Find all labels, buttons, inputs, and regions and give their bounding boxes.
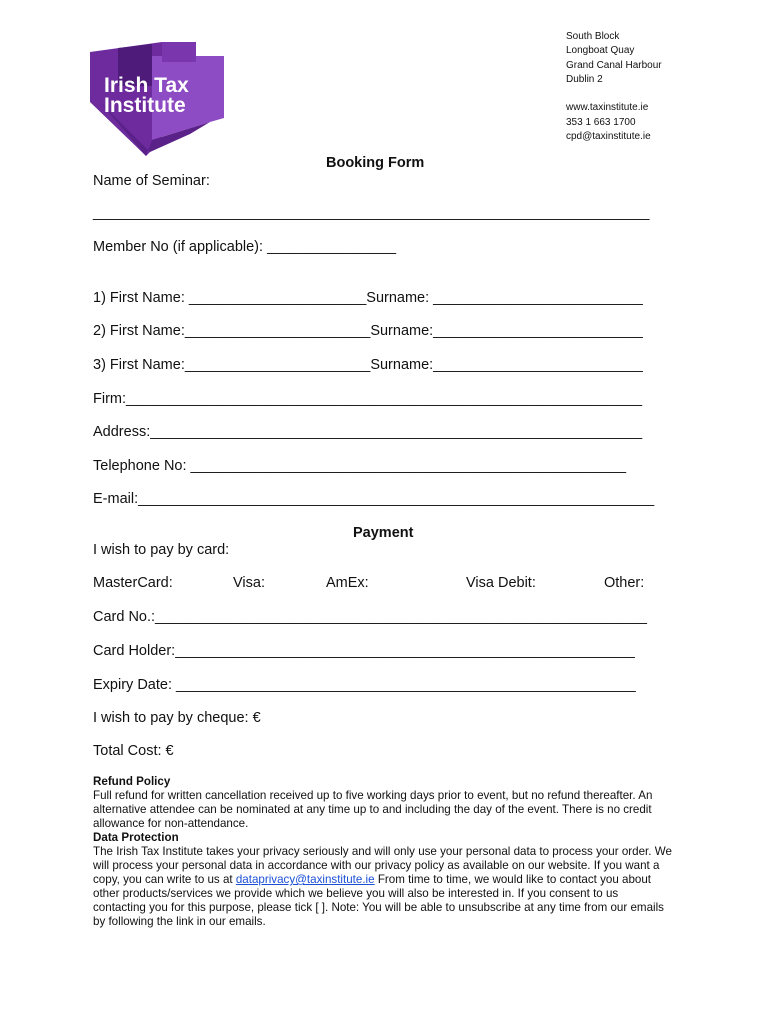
address-field[interactable]: Address:_____________________________________________________________	[93, 424, 643, 440]
refund-policy-text: Full refund for written cancellation received up to five working days prior to event, but no refund thereafter. An alternative attendee can be nominated at any time up to and including the day of the event. There is no credit allowance for non-attendance.	[93, 789, 653, 830]
email-field[interactable]: E-mail:________________________________________________________________	[93, 491, 655, 507]
address-line: Longboat Quay	[566, 45, 635, 57]
address-line: Grand Canal Harbour	[566, 59, 662, 71]
payment-title: Payment	[353, 525, 414, 541]
form-title: Booking Form	[326, 155, 425, 171]
logo-line2: Institute	[104, 94, 186, 117]
firm-field[interactable]: Firm:________________________________________________________________	[93, 391, 643, 407]
attendee-2-field[interactable]: 2) First Name:_______________________Surname:__________________________	[93, 323, 643, 339]
address-line: Dublin 2	[566, 73, 603, 85]
email-text: cpd@taxinstitute.ie	[566, 131, 651, 143]
policy-section	[93, 775, 673, 929]
website-text: www.taxinstitute.ie	[566, 102, 649, 114]
logo-line1: Irish Tax	[104, 74, 189, 97]
other-option[interactable]: Other:	[604, 575, 645, 591]
attendee-1-field[interactable]: 1) First Name: ______________________Surname: __________________________	[93, 290, 643, 306]
data-protection-text-end: From time to time, we would like to contact you about other products/services we provide which we believe you will also be interested in. If you consent to us contacting you for this purpose, please tick [ ]. Note: You will be able to unsubscribe at any time from our emails by following the link in our emails.	[93, 873, 664, 928]
amex-option[interactable]: AmEx:	[326, 575, 369, 591]
total-cost-field[interactable]: Total Cost: €	[93, 743, 174, 759]
telephone-field[interactable]: Telephone No: ______________________________________________________	[93, 458, 627, 474]
attendee-3-field[interactable]: 3) First Name:_______________________Surname:__________________________	[93, 357, 643, 373]
card-holder-field[interactable]: Card Holder:_________________________________________________________	[93, 643, 635, 659]
card-intro: I wish to pay by card:	[93, 542, 230, 558]
dataprivacy-email-link[interactable]: dataprivacy@taxinstitute.ie	[235, 873, 375, 886]
expiry-date-field[interactable]: Expiry Date: _________________________________________________________	[93, 677, 636, 693]
refund-policy-heading: Refund Policy	[93, 775, 171, 788]
data-protection-heading: Data Protection	[93, 831, 179, 844]
card-no-field[interactable]: Card No.:_____________________________________________________________	[93, 609, 647, 625]
irish-tax-institute-logo	[90, 42, 226, 160]
member-no-field[interactable]: Member No (if applicable): ________________	[93, 239, 397, 255]
seminar-field[interactable]: _____________________________________________________________________	[93, 205, 650, 221]
address-block	[566, 30, 662, 144]
address-line: South Block	[566, 31, 620, 42]
data-protection-text	[93, 845, 673, 929]
data-protection-text-start: The Irish Tax Institute takes your privacy seriously and will only use your personal data to process your order. We will process your personal data in accordance with our privacy policy as available on our website. If you want a copy, you can write to us at	[93, 845, 672, 886]
seminar-label: Name of Seminar:	[93, 173, 210, 189]
phone-text: 353 1 663 1700	[566, 116, 636, 128]
cheque-field[interactable]: I wish to pay by cheque: €	[93, 710, 261, 726]
visa-option[interactable]: Visa:	[233, 575, 265, 591]
visa-debit-option[interactable]: Visa Debit:	[466, 575, 536, 591]
mastercard-option[interactable]: MasterCard:	[93, 575, 173, 591]
